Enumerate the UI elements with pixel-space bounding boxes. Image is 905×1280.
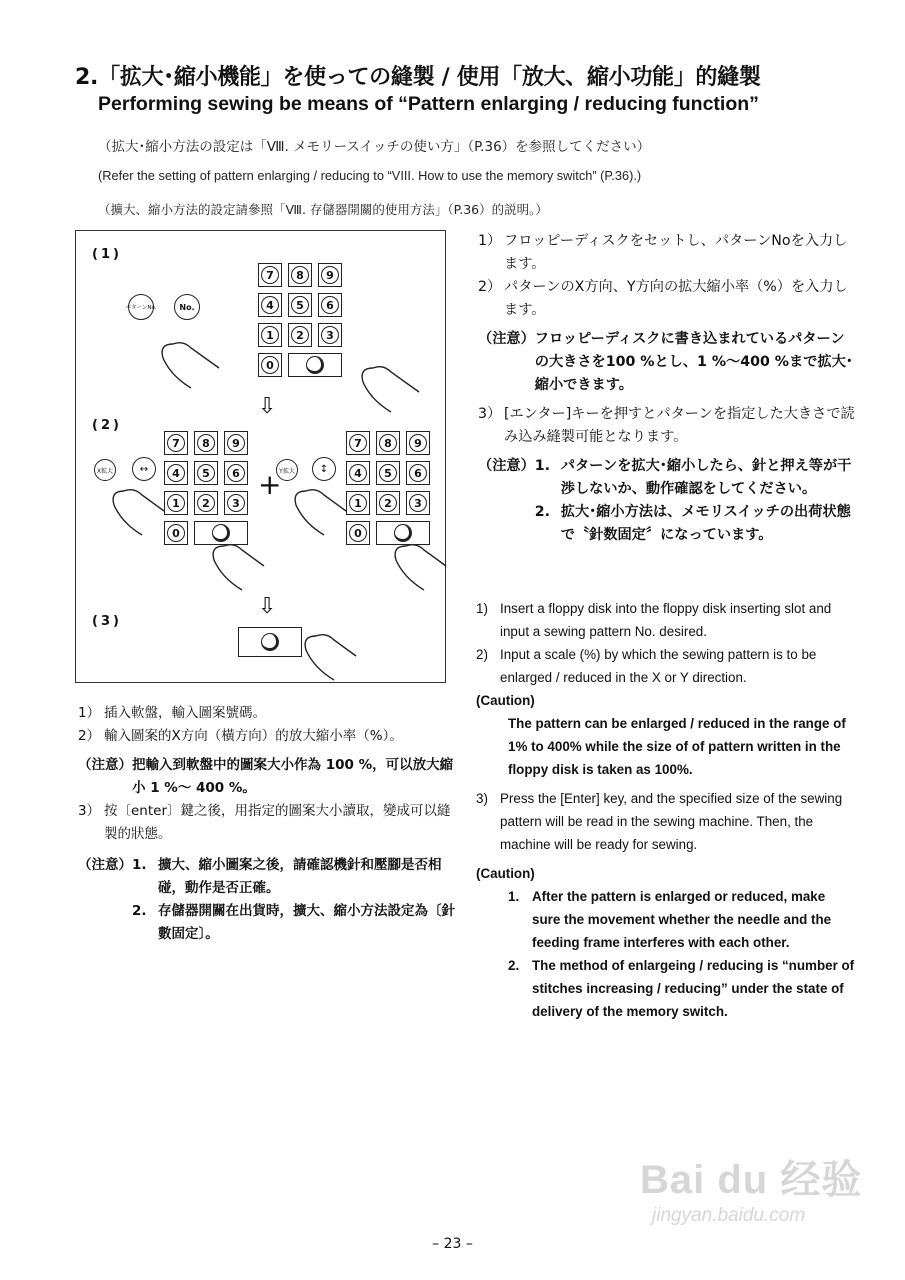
caution-item [132, 854, 456, 900]
reference-note-zh: （擴大、縮小方法的設定請參照「Ⅷ. 存儲器開關的使用方法」（P.36）的説明。） [98, 202, 548, 217]
key-label: 4 [167, 464, 185, 482]
key-label: 8 [197, 434, 215, 452]
list-item [478, 276, 856, 322]
caution-heading: （注意） [78, 757, 132, 773]
down-arrow-icon: ⇩ [258, 394, 277, 419]
key-label: 2 [291, 326, 309, 344]
key-label: 3 [321, 326, 339, 344]
caution-text: The pattern can be enlarged / reduced in the range of 1% to 400% while the size of of pattern written in the floppy disk is taken as 100%. [508, 716, 846, 777]
key-label: 7 [167, 434, 185, 452]
item-number: 1） [78, 705, 101, 721]
pattern-no-label: パターンNo. [125, 305, 157, 311]
caution-block [478, 455, 856, 547]
list-item [478, 403, 856, 449]
key-label: 5 [197, 464, 215, 482]
list-item [476, 787, 856, 856]
caution-item [476, 954, 856, 1023]
caution-heading: (Caution) [476, 693, 535, 708]
page-number: – 23 – [432, 1236, 473, 1252]
key-label: 8 [291, 266, 309, 284]
item-number: 2） [478, 279, 502, 295]
caution-item [476, 885, 856, 954]
instructions-ja [478, 230, 856, 547]
finger-pointer-icons [76, 231, 447, 684]
caution-heading: (Caution) [476, 866, 535, 881]
instructions-zh [78, 702, 456, 946]
item-number: 3） [78, 803, 101, 819]
section-subtitle-en: Performing sewing be means of “Pattern enlarging / reducing function” [98, 93, 759, 115]
key-label: 2 [379, 494, 397, 512]
caution-item [535, 501, 856, 547]
caution-heading: （注意） [78, 857, 132, 873]
item-text: パターンを拡大･縮小したら、針と押え等が干渉しないか、動作確認をしてください。 [560, 458, 852, 497]
key-label: 9 [321, 266, 339, 284]
item-number: 2. [508, 958, 520, 973]
finger-icon [395, 545, 446, 590]
item-text: 插入軟盤，輸入圖案號碼。 [104, 705, 266, 721]
item-text: Input a scale (%) by which the sewing pattern is to be enlarged / reduced in the X or Y direction. [500, 647, 817, 685]
watermark-url: jingyan.baidu.com [652, 1205, 806, 1226]
key-label: 6 [409, 464, 427, 482]
list-item [78, 702, 456, 725]
list-item [478, 230, 856, 276]
finger-icon [162, 343, 219, 388]
item-number: 1. [534, 458, 551, 474]
baidu-watermark [640, 1148, 862, 1227]
key-label: 6 [321, 296, 339, 314]
key-label: 3 [409, 494, 427, 512]
key-label: 0 [167, 524, 185, 542]
item-number: 3） [478, 406, 502, 422]
caution-block [78, 754, 456, 800]
item-text: 拡大･縮小方法は、メモリスイッチの出荷状態で〝針数固定〞になっています。 [560, 504, 851, 543]
key-label: 4 [349, 464, 367, 482]
caution-heading: （注意） [478, 331, 535, 347]
finger-icon [113, 490, 164, 535]
caution-heading: （注意） [478, 458, 535, 474]
key-label: 3 [227, 494, 245, 512]
instructions-en [476, 597, 856, 1023]
item-text: [エンター]キーを押すとパターンを指定した大きさで読み込み縫製可能となります。 [504, 406, 855, 445]
finger-icon [213, 545, 264, 590]
item-number: 1） [478, 233, 502, 249]
key-label: 1 [261, 326, 279, 344]
item-number: 2. [132, 903, 147, 919]
item-text: 存儲器開關在出貨時，擴大、縮小方法設定為〔針數固定〕。 [158, 903, 455, 942]
key-label: 5 [291, 296, 309, 314]
item-text: 擴大、縮小圖案之後，請確認機針和壓腳是否相碰，動作是否正確。 [158, 857, 442, 896]
x-direction-key-icon: ↔ [132, 457, 156, 481]
item-number: 2） [78, 728, 101, 744]
list-item [476, 643, 856, 689]
watermark-logo: Bai du 经验 [640, 1158, 863, 1202]
key-label: 9 [409, 434, 427, 452]
key-label: 4 [261, 296, 279, 314]
key-label: 0 [349, 524, 367, 542]
caution-block [78, 854, 456, 946]
item-text: Insert a floppy disk into the floppy disk inserting slot and input a sewing pattern No. desired. [500, 601, 832, 639]
reference-note-en: (Refer the setting of pattern enlarging / reducing to “VIII. How to use the memory switch” (P.36).) [98, 168, 642, 183]
key-label: 7 [261, 266, 279, 284]
key-label: 7 [349, 434, 367, 452]
key-label: 0 [261, 356, 279, 374]
item-number: 2. [534, 504, 551, 520]
item-text: Press the [Enter] key, and the specified size of the sewing pattern will be read in the sewing machine. Then, the machine will be ready for sewing. [500, 791, 843, 852]
item-number: 1. [132, 857, 147, 873]
key-label: 8 [379, 434, 397, 452]
y-direction-key-icon: ↕ [312, 457, 336, 481]
item-number: 1) [476, 601, 488, 616]
item-number: 2) [476, 647, 488, 662]
item-text: 輸入圖案的X方向（橫方向）的放大縮小率（%）。 [104, 728, 403, 744]
key-label: 1 [349, 494, 367, 512]
item-number: 3) [476, 791, 488, 806]
finger-icon [305, 635, 356, 680]
caution-text: フロッピーディスクに書き込まれているパターンの大きさを100 %とし、1 %～400 %まで拡大･縮小できます。 [534, 331, 853, 393]
reference-note-ja: （拡大･縮小方法の設定は「Ⅷ. メモリースイッチの使い方」（P.36）を参照してください） [98, 139, 651, 155]
caution-block [478, 328, 856, 397]
x-enlarge-label: X拡大 [96, 467, 114, 475]
caution-text: 把輸入到軟盤中的圖案大小作為 100 %，可以放大縮小 1 %～ 400 %。 [132, 757, 454, 796]
list-item [78, 725, 456, 748]
y-enlarge-label: Y拡大 [279, 467, 295, 475]
key-label: 9 [227, 434, 245, 452]
finger-icon [295, 490, 346, 535]
key-label: 2 [197, 494, 215, 512]
list-item [78, 800, 456, 846]
operation-diagram [75, 230, 446, 683]
item-text: 按〔enter〕鍵之後，用指定的圖案大小讀取，變成可以縫製的狀態。 [104, 803, 451, 842]
caution-item [132, 900, 456, 946]
caution-item [535, 455, 856, 501]
section-title: 2.「拡大･縮小機能」を使っての縫製 / 使用「放大、縮小功能」的縫製 [75, 65, 761, 90]
down-arrow-icon: ⇩ [258, 594, 277, 619]
plus-sign: + [258, 468, 282, 501]
finger-icon [362, 367, 419, 412]
key-label: 5 [379, 464, 397, 482]
key-label: 1 [167, 494, 185, 512]
item-number: 1. [508, 889, 520, 904]
step-label-1: (1) [92, 247, 122, 262]
item-text: フロッピーディスクをセットし、パターンNoを入力します。 [504, 233, 848, 272]
item-text: パターンのX方向、Y方向の拡大縮小率（%）を入力します。 [504, 279, 848, 318]
list-item [476, 597, 856, 643]
step-label-3: (3) [92, 614, 122, 629]
key-label: 6 [227, 464, 245, 482]
item-text: After the pattern is enlarged or reduced, make sure the movement whether the needle and the feeding frame interferes with each other. [532, 889, 832, 950]
step-label-2: (2) [92, 418, 122, 433]
no-key-label: No. [179, 302, 195, 312]
item-text: The method of enlargeing / reducing is “number of stitches increasing / reducing” under the state of delivery of the memory switch. [532, 958, 855, 1019]
